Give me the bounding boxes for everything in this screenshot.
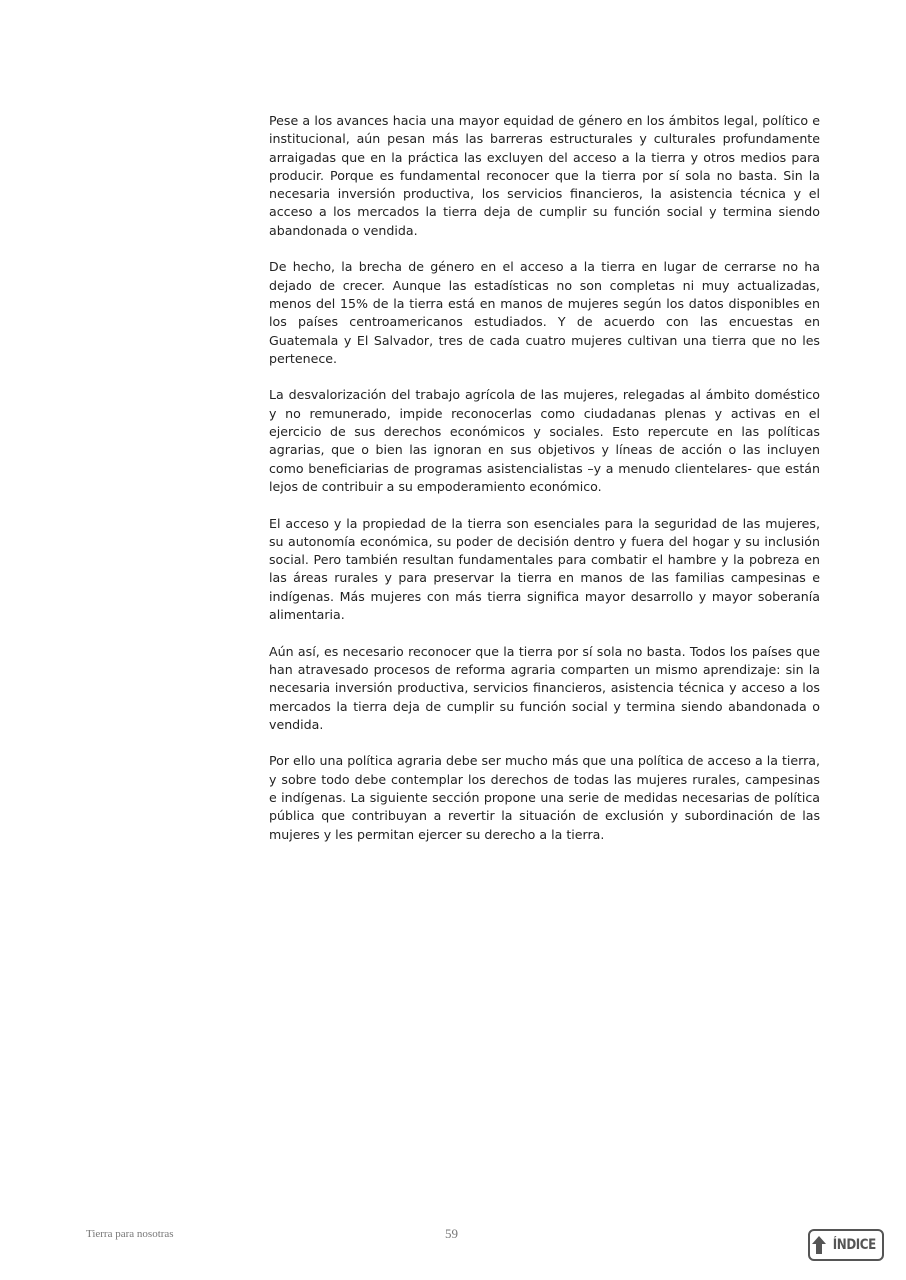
index-button-label: ÍNDICE bbox=[832, 1237, 877, 1253]
index-button[interactable] bbox=[808, 1229, 884, 1261]
paragraph: De hecho, la brecha de género en el acceso a la tierra en lugar de cerrarse no ha dejado de crecer. Aunque las estadísticas no son completas ni muy actualizadas, menos del 15% de la tierra está en manos de mujeres según los datos disponibles en los países centroamericanos estudiados. Y de acuerdo con las encuestas en Guatemala y El Salvador, tres de cada cuatro mujeres cultivan una tierra que no les pertenece. bbox=[269, 259, 820, 366]
paragraph: La desvalorización del trabajo agrícola de las mujeres, relegadas al ámbito doméstico y no remunerado, impide reconocerlas como ciudadanas plenas y activas en el ejercicio de sus derechos económicos y sociales. Esto repercute en las políticas agrarias, que o bien las ignoran en sus objetivos y líneas de acción o las incluyen como beneficiarias de programas asistencialistas –y a menudo clientelares- que están lejos de contribuir a su empoderamiento económico. bbox=[269, 387, 820, 494]
footer-document-title: Tierra para nosotras bbox=[86, 1228, 174, 1240]
arrow-up-icon bbox=[812, 1236, 826, 1254]
paragraph: El acceso y la propiedad de la tierra son esenciales para la seguridad de las mujeres, su autonomía económica, su poder de decisión dentro y fuera del hogar y su inclusión social. Pero también resultan fundamentales para combatir el hambre y la pobreza en las áreas rurales y para preservar la tierra en manos de las familias campesinas e indígenas. Más mujeres con más tierra significa mayor desarrollo y mayor soberanía alimentaria. bbox=[269, 515, 820, 623]
paragraph: Aún así, es necesario reconocer que la tierra por sí sola no basta. Todos los países que han atravesado procesos de reforma agraria comparten un mismo aprendizaje: sin la necesaria inversión productiva, servicios financieros, asistencia técnica y acceso a los mercados la tierra deja de cumplir su función social y termina siendo abandonada o vendida. bbox=[269, 643, 820, 732]
page-number: 59 bbox=[445, 1226, 458, 1241]
paragraph: Pese a los avances hacia una mayor equidad de género en los ámbitos legal, político e institucional, aún pesan más las barreras estructurales y culturales profundamente arraigadas que en la práctica las excluyen del acceso a la tierra y otros medios para producir. Porque es fundamental reconocer que la tierra por sí sola no basta. Sin la necesaria inversión productiva, los servicios financieros, la asistencia técnica y el acceso a los mercados la tierra deja de cumplir su función social y termina siendo abandonada o vendida. bbox=[269, 113, 820, 238]
paragraph: Por ello una política agraria debe ser mucho más que una política de acceso a la tierra, y sobre todo debe contemplar los derechos de todas las mujeres rurales, campesinas e indígenas. La siguiente sección propone una serie de medidas necesarias de política pública que contribuyan a revertir la situación de exclusión y subordinación de las mujeres y les permitan ejercer su derecho a la tierra. bbox=[269, 753, 820, 842]
body-text bbox=[269, 112, 820, 862]
